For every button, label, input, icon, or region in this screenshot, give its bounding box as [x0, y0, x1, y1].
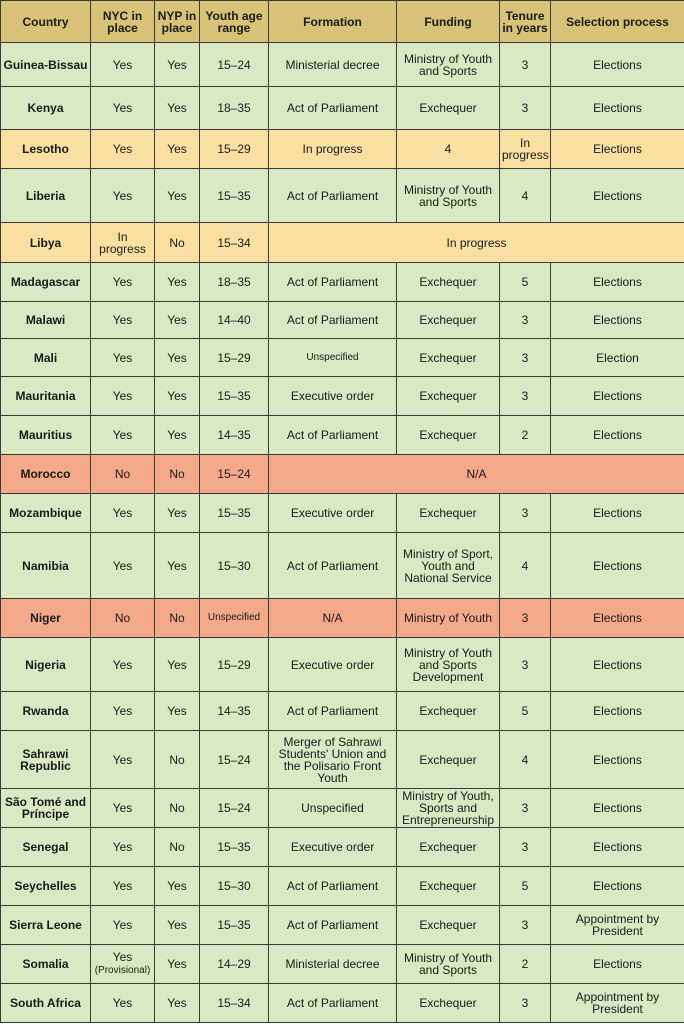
cell-formation: Act of Parliament [269, 263, 397, 302]
cell-selection: Elections [551, 87, 684, 130]
cell-selection: Elections [551, 945, 684, 984]
cell-nyc [91, 945, 155, 984]
cell-tenure: 3 [500, 984, 551, 1023]
table-row [1, 867, 684, 906]
cell-nyp: No [155, 223, 200, 263]
cell-selection: Elections [551, 302, 684, 339]
cell-formation: Unspecified [269, 339, 397, 377]
header-row [1, 1, 684, 43]
cell-age: 15–35 [200, 169, 269, 223]
cell-country: Liberia [1, 169, 91, 223]
nyc-note: (Provisional) [94, 965, 151, 976]
cell-age: 15–30 [200, 533, 269, 599]
table-row [1, 223, 684, 263]
table-row [1, 302, 684, 339]
cell-formation: Executive order [269, 828, 397, 867]
table-row [1, 599, 684, 638]
cell-formation: Act of Parliament [269, 867, 397, 906]
cell-funding: Exchequer [397, 87, 500, 130]
cell-nyc: Yes [91, 130, 155, 169]
cell-formation: Act of Parliament [269, 169, 397, 223]
table-row [1, 533, 684, 599]
cell-nyp: No [155, 731, 200, 789]
cell-selection: Elections [551, 638, 684, 692]
cell-nyp: No [155, 599, 200, 638]
cell-nyp: Yes [155, 302, 200, 339]
cell-tenure: 3 [500, 906, 551, 945]
table-row [1, 906, 684, 945]
cell-tenure: 4 [500, 731, 551, 789]
cell-age: 15–30 [200, 867, 269, 906]
cell-tenure: 2 [500, 416, 551, 455]
cell-nyp: Yes [155, 169, 200, 223]
cell-selection: Elections [551, 828, 684, 867]
cell-selection: Elections [551, 130, 684, 169]
cell-country: Guinea-Bissau [1, 43, 91, 87]
cell-formation: Act of Parliament [269, 416, 397, 455]
cell-nyp: Yes [155, 533, 200, 599]
cell-country: Niger [1, 599, 91, 638]
cell-age: Unspecified [200, 599, 269, 638]
cell-country: Sahrawi Republic [1, 731, 91, 789]
cell-formation: Act of Parliament [269, 906, 397, 945]
cell-funding: Exchequer [397, 339, 500, 377]
cell-nyp: Yes [155, 494, 200, 533]
cell-formation: Act of Parliament [269, 302, 397, 339]
cell-funding: Exchequer [397, 867, 500, 906]
cell-country: Namibia [1, 533, 91, 599]
cell-age: 15–35 [200, 828, 269, 867]
cell-selection: Elections [551, 599, 684, 638]
cell-selection: Elections [551, 263, 684, 302]
cell-country: Kenya [1, 87, 91, 130]
cell-country: Sierra Leone [1, 906, 91, 945]
header-selection: Selection process [551, 1, 684, 43]
cell-nyp: Yes [155, 906, 200, 945]
cell-nyc: Yes [91, 984, 155, 1023]
table-row [1, 87, 684, 130]
table-row [1, 169, 684, 223]
cell-tenure: 3 [500, 494, 551, 533]
table-row [1, 130, 684, 169]
cell-selection: Elections [551, 169, 684, 223]
cell-formation: Act of Parliament [269, 692, 397, 731]
cell-tenure: 3 [500, 638, 551, 692]
cell-merged-status: In progress [269, 223, 684, 263]
cell-nyp: Yes [155, 377, 200, 416]
cell-formation: Unspecified [269, 789, 397, 828]
cell-funding: Exchequer [397, 731, 500, 789]
cell-formation: Merger of Sahrawi Students' Union and the Polisario Front Youth [269, 731, 397, 789]
cell-funding: Exchequer [397, 416, 500, 455]
cell-nyp: Yes [155, 43, 200, 87]
cell-formation: Executive order [269, 638, 397, 692]
cell-country: Malawi [1, 302, 91, 339]
cell-formation: Act of Parliament [269, 984, 397, 1023]
cell-country: Mozambique [1, 494, 91, 533]
table-row [1, 638, 684, 692]
cell-tenure: In progress [500, 130, 551, 169]
header-nyp: NYP in place [155, 1, 200, 43]
cell-nyp: Yes [155, 692, 200, 731]
cell-nyp: Yes [155, 339, 200, 377]
cell-formation: Act of Parliament [269, 87, 397, 130]
cell-selection: Elections [551, 416, 684, 455]
cell-country: Somalia [1, 945, 91, 984]
nyc-value: Yes [112, 950, 133, 964]
cell-funding: 4 [397, 130, 500, 169]
cell-nyc: Yes [91, 906, 155, 945]
cell-tenure: 2 [500, 945, 551, 984]
cell-nyc: Yes [91, 731, 155, 789]
cell-nyp: No [155, 828, 200, 867]
cell-country: Madagascar [1, 263, 91, 302]
cell-country: São Tomé and Príncipe [1, 789, 91, 828]
table-row [1, 377, 684, 416]
cell-nyc: Yes [91, 169, 155, 223]
table-row [1, 945, 684, 984]
cell-country: Seychelles [1, 867, 91, 906]
cell-age: 14–40 [200, 302, 269, 339]
cell-nyc: Yes [91, 789, 155, 828]
cell-age: 15–29 [200, 638, 269, 692]
cell-nyp: Yes [155, 945, 200, 984]
cell-funding: Exchequer [397, 377, 500, 416]
cell-funding: Ministry of Youth and Sports Development [397, 638, 500, 692]
cell-tenure: 5 [500, 692, 551, 731]
cell-age: 15–34 [200, 223, 269, 263]
cell-formation: Executive order [269, 494, 397, 533]
table-row [1, 339, 684, 377]
cell-tenure: 3 [500, 43, 551, 87]
cell-formation: In progress [269, 130, 397, 169]
cell-nyc: Yes [91, 638, 155, 692]
cell-age: 15–35 [200, 377, 269, 416]
cell-formation: Executive order [269, 377, 397, 416]
cell-age: 15–24 [200, 789, 269, 828]
cell-nyc: No [91, 455, 155, 494]
cell-nyc: Yes [91, 377, 155, 416]
table-row [1, 828, 684, 867]
cell-funding: Ministry of Youth, Sports and Entrepreneurship [397, 789, 500, 828]
cell-formation: N/A [269, 599, 397, 638]
cell-nyp: Yes [155, 87, 200, 130]
cell-tenure: 3 [500, 302, 551, 339]
cell-age: 14–35 [200, 416, 269, 455]
cell-selection: Elections [551, 731, 684, 789]
cell-nyc: Yes [91, 263, 155, 302]
cell-age: 15–29 [200, 339, 269, 377]
cell-nyp: Yes [155, 130, 200, 169]
cell-nyp: No [155, 455, 200, 494]
cell-country: Rwanda [1, 692, 91, 731]
cell-country: Lesotho [1, 130, 91, 169]
cell-selection: Appointment by President [551, 984, 684, 1023]
cell-selection: Elections [551, 43, 684, 87]
cell-age: 15–24 [200, 43, 269, 87]
cell-tenure: 3 [500, 828, 551, 867]
cell-country: Mauritania [1, 377, 91, 416]
cell-funding: Exchequer [397, 984, 500, 1023]
cell-country: Nigeria [1, 638, 91, 692]
cell-age: 18–35 [200, 263, 269, 302]
header-country: Country [1, 1, 91, 43]
cell-country: South Africa [1, 984, 91, 1023]
cell-funding: Exchequer [397, 302, 500, 339]
header-nyc: NYC in place [91, 1, 155, 43]
cell-nyc: Yes [91, 339, 155, 377]
cell-tenure: 3 [500, 377, 551, 416]
cell-selection: Appointment by President [551, 906, 684, 945]
cell-funding: Exchequer [397, 906, 500, 945]
cell-nyc: In progress [91, 223, 155, 263]
cell-nyc: Yes [91, 416, 155, 455]
table-row [1, 494, 684, 533]
cell-tenure: 4 [500, 169, 551, 223]
cell-tenure: 3 [500, 339, 551, 377]
cell-country: Mali [1, 339, 91, 377]
cell-nyc: Yes [91, 87, 155, 130]
table-row [1, 416, 684, 455]
table-row [1, 43, 684, 87]
table-row [1, 692, 684, 731]
table-row [1, 263, 684, 302]
cell-selection: Elections [551, 692, 684, 731]
cell-funding: Ministry of Youth and Sports [397, 169, 500, 223]
cell-funding: Exchequer [397, 828, 500, 867]
cell-nyp: Yes [155, 263, 200, 302]
header-tenure: Tenure in years [500, 1, 551, 43]
cell-tenure: 5 [500, 263, 551, 302]
cell-merged-status: N/A [269, 455, 684, 494]
cell-nyc: Yes [91, 43, 155, 87]
cell-selection: Elections [551, 789, 684, 828]
cell-selection: Elections [551, 494, 684, 533]
header-funding: Funding [397, 1, 500, 43]
cell-funding: Ministry of Youth [397, 599, 500, 638]
cell-funding: Ministry of Youth and Sports [397, 945, 500, 984]
cell-nyp: No [155, 789, 200, 828]
cell-selection: Election [551, 339, 684, 377]
cell-age: 15–24 [200, 731, 269, 789]
cell-tenure: 3 [500, 789, 551, 828]
cell-age: 15–35 [200, 906, 269, 945]
cell-tenure: 3 [500, 599, 551, 638]
cell-nyc: Yes [91, 533, 155, 599]
cell-nyp: Yes [155, 638, 200, 692]
cell-age: 14–29 [200, 945, 269, 984]
cell-selection: Elections [551, 377, 684, 416]
cell-country: Morocco [1, 455, 91, 494]
header-formation: Formation [269, 1, 397, 43]
cell-nyp: Yes [155, 984, 200, 1023]
cell-formation: Act of Parliament [269, 533, 397, 599]
cell-selection: Elections [551, 867, 684, 906]
cell-tenure: 4 [500, 533, 551, 599]
cell-nyp: Yes [155, 867, 200, 906]
table-row [1, 731, 684, 789]
cell-tenure: 3 [500, 87, 551, 130]
cell-nyc: Yes [91, 494, 155, 533]
cell-age: 15–35 [200, 494, 269, 533]
cell-funding: Exchequer [397, 494, 500, 533]
cell-nyc: No [91, 599, 155, 638]
cell-funding: Ministry of Youth and Sports [397, 43, 500, 87]
cell-nyc: Yes [91, 867, 155, 906]
table-row [1, 984, 684, 1023]
cell-country: Libya [1, 223, 91, 263]
header-age: Youth age range [200, 1, 269, 43]
cell-age: 14–35 [200, 692, 269, 731]
cell-nyc: Yes [91, 828, 155, 867]
cell-age: 18–35 [200, 87, 269, 130]
table-row [1, 789, 684, 828]
cell-age: 15–29 [200, 130, 269, 169]
cell-country: Mauritius [1, 416, 91, 455]
cell-age: 15–24 [200, 455, 269, 494]
cell-selection: Elections [551, 533, 684, 599]
cell-formation: Ministerial decree [269, 43, 397, 87]
cell-tenure: 5 [500, 867, 551, 906]
cell-nyc: Yes [91, 302, 155, 339]
cell-country: Senegal [1, 828, 91, 867]
cell-formation: Ministerial decree [269, 945, 397, 984]
cell-funding: Ministry of Sport, Youth and National Service [397, 533, 500, 599]
table-row [1, 455, 684, 494]
cell-nyp: Yes [155, 416, 200, 455]
cell-funding: Exchequer [397, 692, 500, 731]
cell-age: 15–34 [200, 984, 269, 1023]
cell-nyc: Yes [91, 692, 155, 731]
cell-funding: Exchequer [397, 263, 500, 302]
